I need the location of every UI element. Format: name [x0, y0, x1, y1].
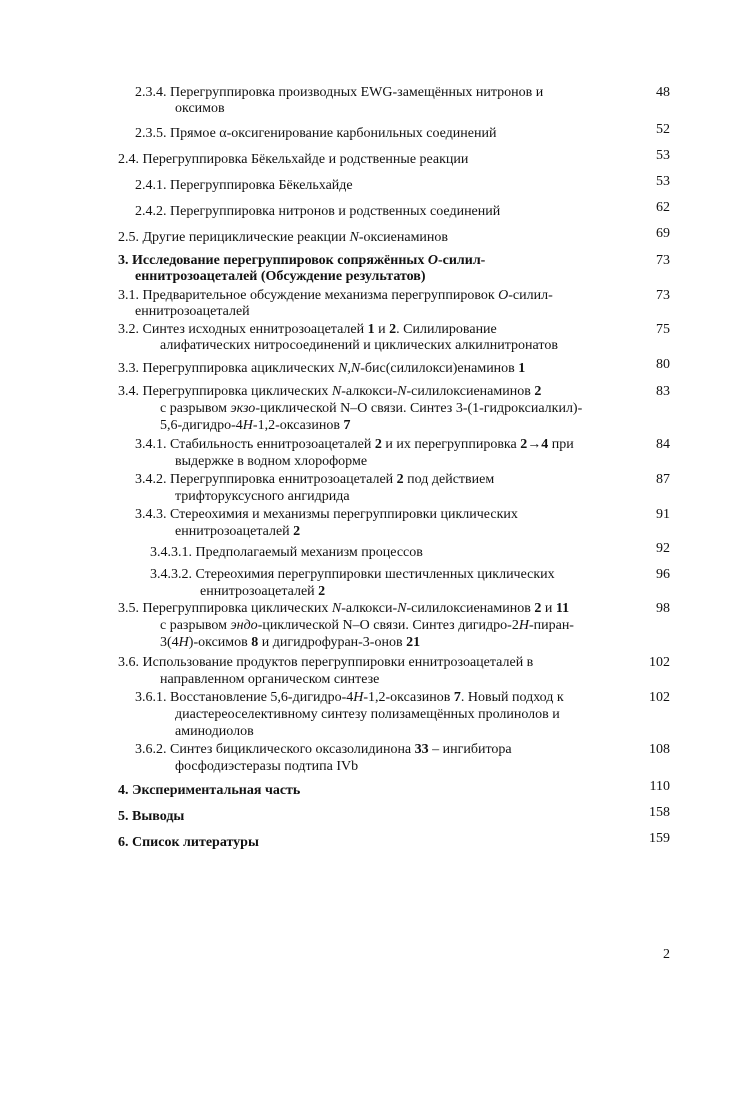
toc-title [118, 252, 485, 269]
toc-title-bold: 2 [389, 322, 397, 337]
toc-title-part: еннитрозоацеталей [200, 584, 319, 599]
toc-page-number: 92 [656, 541, 670, 556]
toc-title-part: -силил- [437, 253, 486, 268]
toc-title [135, 436, 574, 453]
toc-title-cont: фосфодиэстеразы подтипа IVb [175, 759, 359, 774]
toc-title-part: . Силилирование [396, 322, 497, 337]
toc-page-number: 62 [656, 200, 670, 215]
toc-title-italic: N [397, 601, 407, 616]
toc-title-part: с разрывом [160, 401, 231, 416]
toc-title [135, 741, 512, 758]
toc-page-number: 83 [656, 384, 670, 399]
toc-title-part: и [541, 601, 556, 616]
toc-title-cont: еннитрозоацеталей [135, 304, 250, 319]
toc-title-bold: 8 [251, 635, 259, 650]
toc-title-bold: 21 [406, 635, 421, 650]
toc-title-italic: H [353, 690, 364, 705]
toc-title [118, 321, 497, 338]
toc-title-part: и [374, 322, 390, 337]
toc-title [118, 600, 569, 617]
toc-title-part: и их перегруппировка [381, 437, 521, 452]
toc-title: 3.4.3.1. Предполагаемый механизм процессов [150, 545, 423, 560]
toc-title: 2.3.5. Прямое α-оксигенирование карбонильных соединений [135, 126, 497, 141]
toc-title-italic: эндо [230, 618, 258, 633]
toc-title-part: )-оксимов [188, 635, 252, 650]
toc-title-part: -циклической N–O связи. Синтез дигидро-2 [257, 618, 519, 633]
toc-title-bold: 7 [343, 418, 351, 433]
toc-title [118, 383, 541, 400]
toc-title-cont: диастереоселективному синтезу полизамещённых пролинолов и [175, 707, 560, 722]
toc-title: 3.6. Использование продуктов перегруппировки еннитрозоацеталей в [118, 655, 534, 670]
toc-title-part: -силилоксиенаминов [406, 384, 535, 399]
toc-page-number: 158 [649, 805, 670, 820]
toc-title-italic: N [331, 601, 342, 616]
toc-page-number: 159 [649, 831, 670, 846]
toc-page-number: 87 [656, 472, 670, 487]
toc-title-part: 3.4.2. Перегруппировка еннитрозоацеталей [135, 472, 397, 487]
toc-title-part: 3.4. Перегруппировка циклических [118, 384, 332, 399]
toc-page-number: 73 [656, 253, 670, 268]
toc-title-part: -силил- [508, 288, 553, 303]
toc-title-italic: H [178, 635, 189, 650]
toc-page-number: 53 [656, 174, 670, 189]
toc-title-part: и дигидрофуран-3-онов [258, 635, 407, 650]
toc-title-part: 2.5. Другие перициклические реакции [118, 230, 350, 245]
toc-page-number: 84 [656, 437, 670, 452]
toc-title-bold: 11 [555, 601, 570, 616]
toc-title-part: 5,6-дигидро-4 [160, 418, 243, 433]
toc-page-number: 96 [656, 567, 670, 582]
toc-title-italic: H [518, 618, 529, 633]
toc-title-italic: O [498, 288, 509, 303]
toc-title: 3.4.3. Стереохимия и механизмы перегруппировки циклических [135, 507, 518, 522]
toc-title [118, 229, 448, 246]
toc-title-part: 3.6.1. Восстановление 5,6-дигидро-4 [135, 690, 354, 705]
toc-page-number: 108 [649, 742, 670, 757]
toc-title-italic: H [242, 418, 253, 433]
toc-title-bold: 2 [374, 437, 382, 452]
toc-title-part: 3.6.2. Синтез бициклического оксазолидинона [135, 742, 415, 757]
toc-title-part: еннитрозоацеталей [175, 524, 294, 539]
toc-title-part: 3.5. Перегруппировка циклических [118, 601, 332, 616]
toc-title-part: – ингибитора [428, 742, 512, 757]
toc-title-part: -циклической N–O связи. Синтез 3-(1-гидроксиалкил)- [255, 401, 583, 416]
toc-title-part: -1,2-оксазинов [363, 690, 454, 705]
toc-page-number: 102 [649, 690, 670, 705]
toc-title-cont [160, 617, 574, 634]
toc-page-number: 75 [656, 322, 670, 337]
toc-title-part: -пиран- [528, 618, 574, 633]
toc-title-bold: 1 [367, 322, 375, 337]
toc-title-italic: O [427, 253, 438, 268]
toc-page-number: 110 [649, 779, 670, 794]
toc-page-number: 91 [656, 507, 670, 522]
toc-title-cont: аминодиолов [175, 724, 254, 739]
toc-title-cont [160, 400, 582, 417]
toc-title-cont [160, 417, 350, 434]
toc-title-bold: 2 [534, 384, 542, 399]
toc-page-number: 73 [656, 288, 670, 303]
toc-title-part: 3.3. Перегруппировка ациклических [118, 361, 339, 376]
toc-title-cont [160, 634, 420, 651]
toc-page-number: 53 [656, 148, 670, 163]
toc-title-cont: еннитрозоацеталей (Обсуждение результатов) [135, 269, 426, 284]
toc-title-part: с разрывом [160, 618, 231, 633]
toc-title-cont [175, 523, 300, 540]
toc-title-part: -силилоксиенаминов [406, 601, 535, 616]
toc-title-cont: трифторуксусного ангидрида [175, 489, 350, 504]
toc-title [118, 287, 553, 304]
toc-title: 4. Экспериментальная часть [118, 783, 301, 798]
toc-title-part: -алкокси- [341, 384, 398, 399]
toc-title-bold: 2→4 [520, 437, 549, 452]
toc-title-part: -1,2-оксазинов [252, 418, 344, 433]
toc-title: 2.3.4. Перегруппировка производных EWG-замещённых нитронов и [135, 85, 544, 100]
toc-title-bold: 2 [293, 524, 301, 539]
toc-title: 3.4.3.2. Стереохимия перегруппировки шестичленных циклических [150, 567, 555, 582]
toc-title-italic: N [349, 230, 359, 245]
toc-title [135, 471, 494, 488]
toc-title-part: 3. Исследование перегруппировок сопряжённых [118, 253, 428, 268]
toc-title-italic: экзо [230, 401, 256, 416]
toc-title-part: при [548, 437, 574, 452]
toc-title-cont: алифатических нитросоединений и циклических алкилнитронатов [160, 338, 558, 353]
toc-title-italic: N [397, 384, 407, 399]
toc-title-part: под действием [403, 472, 495, 487]
toc-page-number: 80 [656, 357, 670, 372]
toc-title-bold: 33 [414, 742, 429, 757]
toc-title-cont: направленном органическом синтезе [160, 672, 380, 687]
toc-title-part: 3(4 [160, 635, 179, 650]
toc-title-bold: 2 [534, 601, 542, 616]
toc-title-part: 3.2. Синтез исходных еннитрозоацеталей [118, 322, 368, 337]
toc-title-italic: N [331, 384, 342, 399]
toc-title-part: . Новый подход к [460, 690, 564, 705]
toc-title-part: 3.4.1. Стабильность еннитрозоацеталей [135, 437, 375, 452]
toc-page-number: 48 [656, 85, 670, 100]
toc-page-number: 98 [656, 601, 670, 616]
toc-title: 2.4. Перегруппировка Бёкельхайде и родственные реакции [118, 152, 469, 167]
toc-title [118, 360, 525, 377]
toc-title-cont [200, 583, 325, 600]
toc-title-bold: 2 [318, 584, 326, 599]
toc-title-bold: 1 [518, 361, 526, 376]
toc-title-bold: 2 [396, 472, 404, 487]
toc-title-cont: выдержке в водном хлороформе [175, 454, 368, 469]
toc-title-part: -алкокси- [341, 601, 398, 616]
toc-title-part: 3.1. Предварительное обсуждение механизма перегруппировок [118, 288, 499, 303]
page-number: 2 [663, 947, 670, 962]
toc-title-bold: 7 [453, 690, 461, 705]
toc-title: 5. Выводы [118, 809, 185, 824]
toc-title: 2.4.2. Перегруппировка нитронов и родственных соединений [135, 204, 501, 219]
toc-title-cont: оксимов [175, 101, 225, 116]
toc-title: 2.4.1. Перегруппировка Бёкельхайде [135, 178, 353, 193]
toc-title [135, 689, 564, 706]
toc-page-number: 69 [656, 226, 670, 241]
toc-title-part: -оксиенаминов [358, 230, 449, 245]
toc-page-number: 52 [656, 122, 670, 137]
toc-title: 6. Список литературы [118, 835, 259, 850]
toc-title-part: -бис(силилокси)енаминов [360, 361, 519, 376]
toc-title-italic: N,N [338, 361, 361, 376]
toc-page-number: 102 [649, 655, 670, 670]
